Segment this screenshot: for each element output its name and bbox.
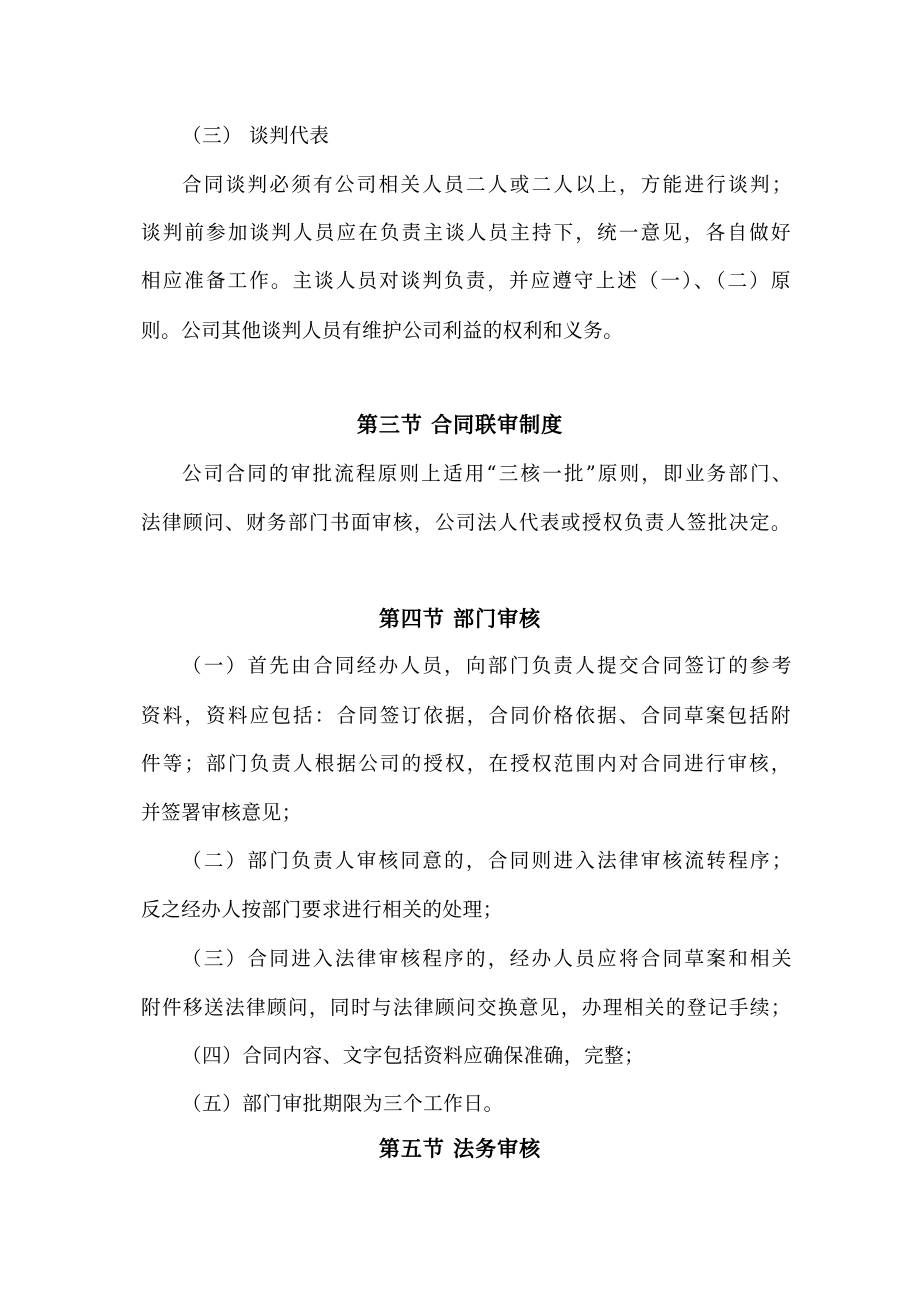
paragraph-line: 合同谈判必须有公司相关人员二人或二人以上，方能进行谈判； bbox=[182, 173, 792, 196]
section-heading-4: 第四节 部门审核 bbox=[378, 606, 542, 631]
subsection-title-negotiation-representative: （三） 谈判代表 bbox=[182, 124, 330, 147]
paragraph-line: 附件移送法律顾问，同时与法律顾问交换意见，办理相关的登记手续； bbox=[141, 996, 791, 1019]
paragraph-line: 反之经办人按部门要求进行相关的处理； bbox=[141, 898, 503, 921]
paragraph-line: 谈判前参加谈判人员应在负责主谈人员主持下，统一意见，各自做好 bbox=[141, 221, 791, 244]
paragraph-line: 则。公司其他谈判人员有维护公司利益的权利和义务。 bbox=[141, 319, 624, 342]
paragraph-line: （四）合同内容、文字包括资料应确保准确，完整； bbox=[182, 1044, 645, 1067]
paragraph-line: （三）合同进入法律审核程序的，经办人员应将合同草案和相关 bbox=[182, 947, 792, 970]
paragraph-line: 件等；部门负责人根据公司的授权，在授权范围内对合同进行审核， bbox=[141, 752, 791, 775]
paragraph-line: 相应准备工作。主谈人员对谈判负责，并应遵守上述（一）、（二）原 bbox=[141, 269, 791, 292]
paragraph-line: 并签署审核意见； bbox=[141, 801, 302, 824]
paragraph-line: （五）部门审批期限为三个工作日。 bbox=[182, 1092, 504, 1115]
paragraph-line: 法律顾问、财务部门书面审核，公司法人代表或授权负责人签批决定。 bbox=[141, 511, 791, 534]
section-heading-3: 第三节 合同联审制度 bbox=[356, 412, 564, 437]
section-heading-5: 第五节 法务审核 bbox=[378, 1136, 542, 1161]
paragraph-line: （一）首先由合同经办人员，向部门负责人提交合同签订的参考 bbox=[182, 654, 792, 677]
paragraph-line: 公司合同的审批流程原则上适用“三核一批”原则，即业务部门、 bbox=[182, 462, 792, 485]
paragraph-line: 资料，资料应包括：合同签订依据，合同价格依据、合同草案包括附 bbox=[141, 704, 791, 727]
paragraph-line: （二）部门负责人审核同意的，合同则进入法律审核流转程序； bbox=[182, 849, 792, 872]
